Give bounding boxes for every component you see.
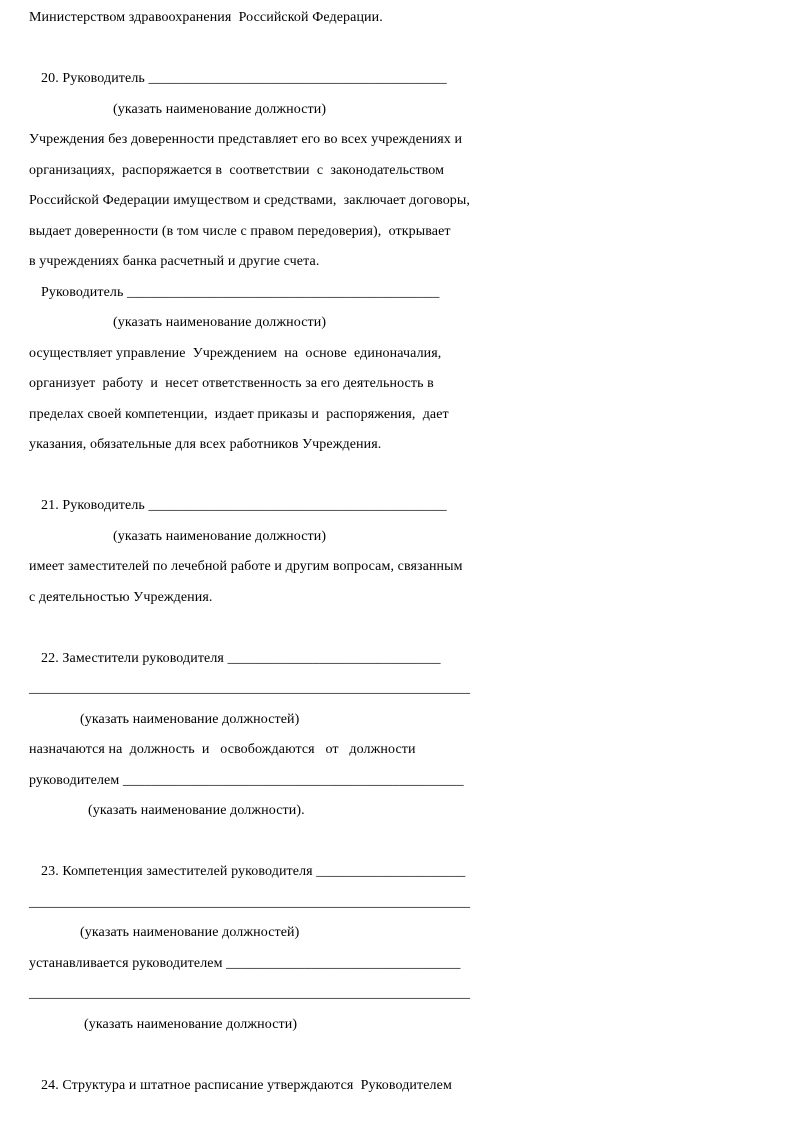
text-line: (указать наименование должности): [113, 101, 327, 117]
fill-in-line: _______________________________________________________________: [29, 681, 470, 696]
text-line: организациях, распоряжается в соответствии с законодательством: [29, 162, 445, 178]
text-line: руководителем ________________________________________________: [29, 772, 464, 788]
text-line: пределах своей компетенции, издает приказы и распоряжения, дает: [29, 406, 449, 422]
text-line: 22. Заместители руководителя ______________________________: [41, 650, 441, 666]
blank-line: [29, 461, 793, 492]
document-text: [29, 3, 793, 1101]
text-line: организует работу и несет ответственность за его деятельность в: [29, 376, 434, 391]
text-line: устанавливается руководителем _________________________________: [29, 955, 461, 971]
text-line: с деятельностью Учреждения.: [29, 589, 213, 605]
fill-in-line: _______________________________________________________________: [29, 894, 470, 910]
blank-line: [29, 827, 793, 858]
text-line: (указать наименование должностей): [80, 711, 300, 727]
text-line: в учреждениях банка расчетный и другие счета.: [29, 254, 320, 269]
text-line: Министерством здравоохранения Российской Федерации.: [29, 10, 383, 25]
text-line: 21. Руководитель __________________________________________: [41, 498, 447, 513]
text-line: указания, обязательные для всех работников Учреждения.: [29, 437, 382, 452]
text-line: Российской Федерации имуществом и средствами, заключает договоры,: [29, 193, 471, 208]
text-line: (указать наименование должности): [113, 528, 327, 544]
text-line: 20. Руководитель __________________________________________: [41, 71, 447, 86]
text-line: (указать наименование должности).: [88, 803, 305, 818]
blank-line: [29, 613, 793, 644]
text-line: 24. Структура и штатное расписание утверждаются Руководителем: [41, 1077, 452, 1093]
text-line: выдает доверенности (в том числе с правом передоверия), открывает: [29, 223, 451, 239]
text-line: Руководитель ____________________________________________: [41, 284, 440, 300]
text-line: назначаются на должность и освобождаются от должности: [29, 742, 416, 757]
fill-in-line: _______________________________________________________________: [29, 986, 470, 1001]
blank-line: [29, 34, 793, 65]
blank-line: [29, 1040, 793, 1071]
text-line: 23. Компетенция заместителей руководителя _____________________: [41, 864, 466, 879]
text-line: (указать наименование должности): [84, 1016, 298, 1032]
text-line: осуществляет управление Учреждением на основе единоначалия,: [29, 345, 442, 361]
text-line: (указать наименование должностей): [80, 925, 300, 940]
text-line: (указать наименование должности): [113, 315, 327, 330]
text-line: Учреждения без доверенности представляет его во всех учреждениях и: [29, 132, 463, 147]
text-line: имеет заместителей по лечебной работе и другим вопросам, связанным: [29, 559, 463, 574]
